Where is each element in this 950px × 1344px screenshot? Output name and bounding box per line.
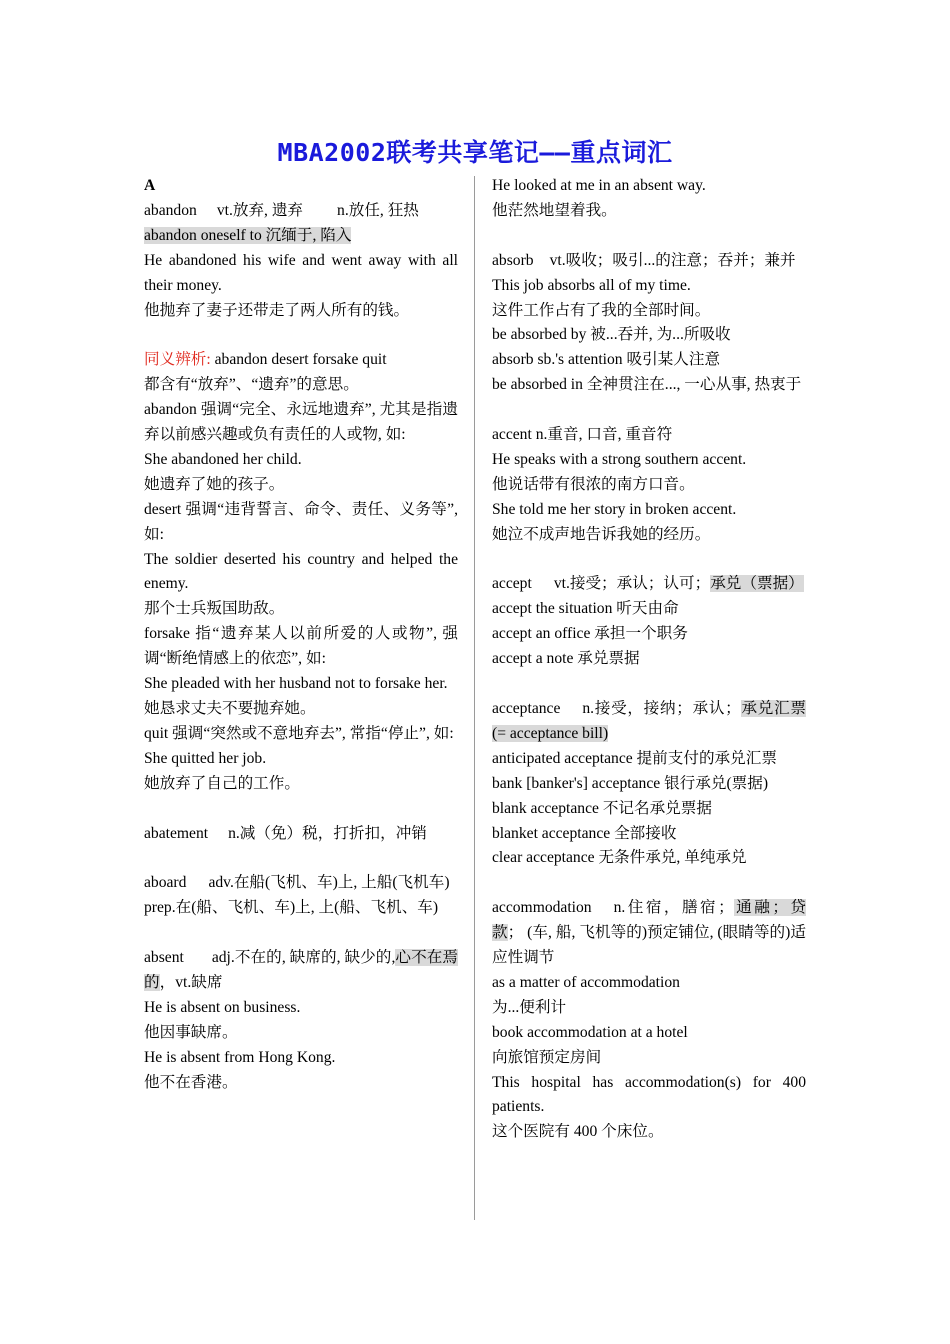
- example-zh: 这个医院有 400 个床位。: [492, 1123, 664, 1141]
- entry-absorb: [492, 249, 806, 274]
- phrase: anticipated acceptance 提前支付的承兑汇票: [492, 749, 777, 767]
- example-zh: 他因事缺席。: [144, 1023, 238, 1041]
- example-en: He abandoned his wife and went away with all their money.: [144, 251, 458, 294]
- entry-abandon: [144, 199, 458, 224]
- blank-line: [144, 797, 458, 822]
- right-column: [492, 174, 806, 1145]
- example-en: He is absent on business.: [144, 998, 301, 1016]
- example-en: She abandoned her child.: [144, 450, 302, 468]
- synonym-heading: [144, 348, 458, 373]
- phrase: accept an office 承担一个职务: [492, 625, 688, 643]
- headword: acceptance: [492, 699, 561, 717]
- note-text: desert 强调“违背誓言、命令、责任、义务等”, 如:: [144, 500, 458, 543]
- entry-abatement: [144, 822, 458, 847]
- phrase: book accommodation at a hotel: [492, 1023, 688, 1041]
- blank-line: [492, 672, 806, 697]
- headword: accept: [492, 575, 532, 593]
- phrase-zh: 为...便利计: [492, 998, 567, 1016]
- example-zh: 她恳求丈夫不要抛弃她。: [144, 700, 316, 718]
- example-en: This job absorbs all of my time.: [492, 276, 691, 294]
- entry-acceptance: [492, 697, 806, 747]
- definition: ，vt.缺席: [159, 973, 223, 991]
- phrase: be absorbed in 全神贯注在..., 一心从事, 热衷于: [492, 376, 802, 394]
- note-text: forsake 指“遗弃某人以前所爱的人或物”, 强调“断绝情感上的依恋”, 如:: [144, 625, 458, 668]
- phrase: absorb sb.'s attention 吸引某人注意: [492, 351, 721, 369]
- example-zh: 他说话带有很浓的南方口音。: [492, 475, 695, 493]
- definition: n.减（免）税，打折扣，冲销: [228, 824, 427, 842]
- example-en: She quitted her job.: [144, 749, 267, 767]
- definition: n.住宿，膳宿；: [613, 899, 734, 917]
- entry-absent: [144, 946, 458, 996]
- headword: aboard: [144, 874, 187, 892]
- highlighted-definition: 通融；贷款: [492, 899, 806, 942]
- example-en: He looked at me in an absent way.: [492, 177, 706, 194]
- definition-line: prep.在(船、飞机、车)上, 上(船、飞机、车): [144, 899, 439, 917]
- phrase: accept a note 承兑票据: [492, 650, 640, 668]
- blank-line: [144, 323, 458, 348]
- blank-line: [492, 548, 806, 573]
- note-text: 都含有“放弃”、“遗弃”的意思。: [144, 376, 359, 394]
- entry-accent: accent n.重音, 口音, 重音符: [492, 426, 673, 444]
- example-en: She told me her story in broken accent.: [492, 500, 737, 518]
- phrase: bank [banker's] acceptance 银行承兑(票据): [492, 774, 769, 792]
- phrase: be absorbed by 被...吞并, 为...所吸收: [492, 326, 731, 344]
- highlighted-definition: 承兑汇票 (= acceptance bill): [492, 699, 806, 742]
- definition: ； (车, 船, 飞机等的)预定铺位, (眼睛等的)适应性调节: [492, 924, 806, 967]
- synonym-words: abandon desert forsake quit: [214, 351, 387, 369]
- blank-line: [144, 921, 458, 946]
- example-zh: 这件工作占有了我的全部时间。: [492, 301, 711, 319]
- entry-aboard: [144, 871, 458, 896]
- synonym-label: 同义辨析:: [144, 351, 211, 369]
- headword: absent: [144, 949, 184, 967]
- example-zh: 他茫然地望着我。: [492, 201, 617, 219]
- example-zh: 他不在香港。: [144, 1073, 238, 1091]
- blank-line: [492, 398, 806, 423]
- definition: adv.在船(飞机、车)上, 上船(飞机车): [208, 874, 450, 892]
- example-en: He is absent from Hong Kong.: [144, 1048, 336, 1066]
- headword: abatement: [144, 824, 209, 842]
- highlighted-definition: 心不在焉的: [144, 949, 458, 991]
- entry-accept: [492, 572, 806, 597]
- definition: vt.吸收；吸引...的注意；吞并；兼并: [549, 251, 796, 269]
- headword: abandon: [144, 201, 197, 219]
- example-en: He speaks with a strong southern accent.: [492, 450, 747, 468]
- example-zh: 他抛弃了妻子还带走了两人所有的钱。: [144, 301, 410, 319]
- left-column: [144, 174, 458, 1095]
- phrase: clear acceptance 无条件承兑, 单纯承兑: [492, 849, 747, 867]
- definition: vt.放弃, 遗弃: [216, 201, 304, 219]
- example-zh: 她遗弃了她的孩子。: [144, 475, 285, 493]
- highlighted-phrase: abandon oneself to 沉缅于, 陷入: [144, 226, 352, 244]
- note-text: quit 强调“突然或不意地弃去”, 常指“停止”, 如:: [144, 724, 454, 742]
- definition: vt.接受；承认；认可；: [553, 575, 711, 593]
- example-zh: 那个士兵叛国助敌。: [144, 600, 285, 618]
- definition: n.放任, 狂热: [337, 201, 419, 219]
- blank-line: [492, 224, 806, 249]
- blank-line: [492, 871, 806, 896]
- entry-accommodation: [492, 896, 806, 971]
- page-title: MBA2002联考共享笔记——重点词汇: [277, 138, 673, 167]
- note-text: abandon 强调“完全、永远地遗弃”, 尤其是指遗弃以前感兴趣或负有责任的人或物, 如:: [144, 401, 458, 444]
- example-en: She pleaded with her husband not to forsake her.: [144, 675, 448, 693]
- column-divider: [474, 176, 475, 1220]
- example-zh: 她放弃了自己的工作。: [144, 774, 300, 792]
- example-en: The soldier deserted his country and helped the enemy.: [144, 550, 458, 593]
- blank-line: [144, 846, 458, 871]
- phrase: [144, 224, 458, 249]
- highlighted-definition: 承兑（票据）: [710, 575, 804, 593]
- headword: accommodation: [492, 899, 592, 917]
- phrase: as a matter of accommodation: [492, 973, 680, 991]
- phrase: accept the situation 听天由命: [492, 600, 679, 618]
- definition: n.接受，接纳；承认；: [582, 699, 741, 717]
- example-en: This hospital has accommodation(s) for 400 patients.: [492, 1073, 806, 1116]
- headword: absorb: [492, 251, 534, 269]
- phrase: blank acceptance 不记名承兑票据: [492, 799, 712, 817]
- phrase-zh: 向旅馆预定房间: [492, 1048, 602, 1066]
- section-letter: A: [144, 177, 156, 194]
- example-zh: 她泣不成声地告诉我她的经历。: [492, 525, 711, 543]
- definition: adj.不在的, 缺席的, 缺少的,: [211, 949, 396, 967]
- phrase: blanket acceptance 全部接收: [492, 824, 677, 842]
